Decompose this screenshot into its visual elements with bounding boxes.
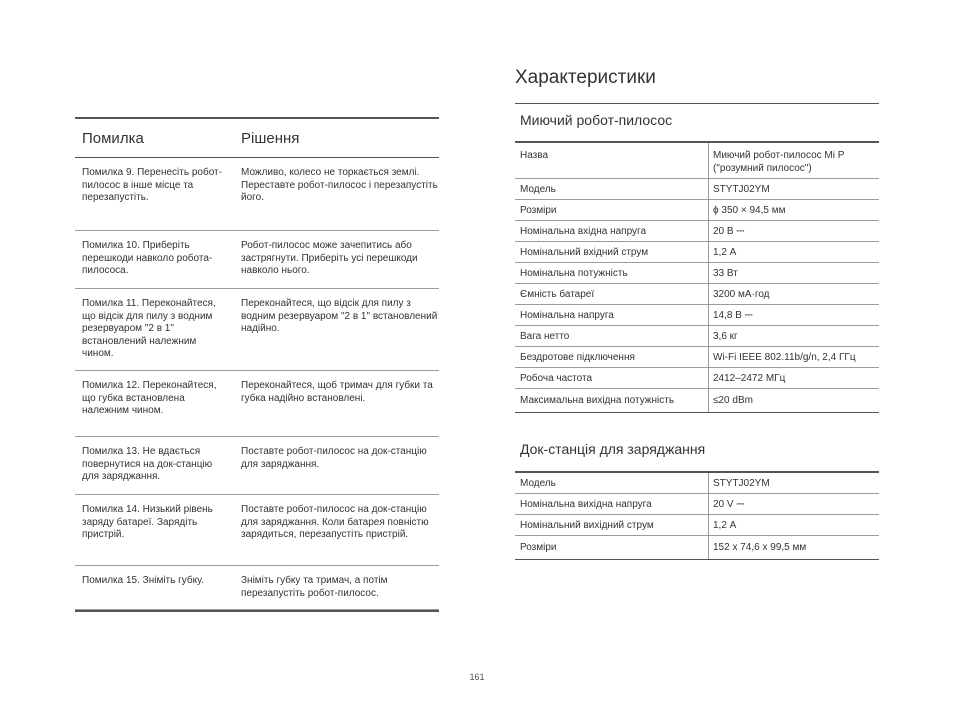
error-text: Помилка 14. Низький рівень заряду батареї. Зарядіть пристрій. (82, 504, 213, 541)
spec-row (515, 494, 879, 515)
table-row (75, 371, 439, 437)
spec-key: Максимальна вихідна потужність (515, 389, 709, 412)
spec-value: Wi-Fi IEEE 802.11b/g/n, 2,4 ГГц (713, 351, 856, 363)
page-title: Характеристики (515, 67, 656, 88)
error-text: Помилка 11. Переконайтеся, що відсік для пилу з водним резервуаром "2 в 1" встановлений належним чином. (82, 298, 216, 360)
spec-row (515, 221, 879, 242)
spec-row (515, 305, 879, 326)
spec-key: Номінальна напруга (515, 305, 709, 325)
spec-key: Назва (515, 143, 709, 178)
spec-value: STYTJ02YM (713, 183, 770, 195)
error-text: Помилка 12. Переконайтеся, що губка встановлена належним чином. (82, 380, 217, 417)
spec-row (515, 389, 879, 413)
spec-key: Розміри (515, 200, 709, 220)
spec-value: 1,2 А (713, 519, 737, 531)
solution-text: Поставте робот-пилосос на док-станцію для заряджання. (241, 446, 427, 470)
solution-text: Можливо, колесо не торкається землі. Переставте робот-пилосос і перезапустіть його. (241, 167, 438, 204)
spec-key: Номінальна вхідна напруга (515, 221, 709, 241)
spec-row (515, 536, 879, 560)
spec-value: STYTJ02YM (713, 477, 770, 489)
spec-key: Вага нетто (515, 326, 709, 346)
spec-row (515, 200, 879, 221)
spec-row (515, 473, 879, 494)
error-text: Помилка 10. Приберіть перешкоди навколо робота-пилососа. (82, 240, 213, 277)
spec-key: Розміри (515, 536, 709, 559)
spec-value: 2412–2472 МГц (713, 372, 786, 384)
spec-value: ϕ 350 × 94,5 мм (713, 204, 786, 216)
spec-row (515, 326, 879, 347)
solution-text: Поставте робот-пилосос на док-станцію для заряджання. Коли батарея повністю зарядиться, перезапустіть пристрій. (241, 504, 429, 541)
spec-key: Ємність батареї (515, 284, 709, 304)
header-solution: Рішення (241, 129, 300, 147)
spec-value: Миючий робот-пилосос Mi P ("розумний пилосос") (713, 150, 845, 174)
table-row (75, 158, 439, 231)
table-row (75, 566, 439, 610)
table-row (75, 437, 439, 495)
robot-spec-table (515, 141, 879, 413)
table-header (75, 119, 439, 158)
header-error: Помилка (82, 129, 144, 147)
spec-value: 152 x 74,6 x 99,5 мм (713, 542, 807, 553)
dock-section-heading: Док-станція для заряджання (520, 441, 706, 457)
spec-row (515, 263, 879, 284)
spec-row (515, 368, 879, 389)
spec-value: 14,8 В ⎓ (713, 309, 753, 321)
table-row (75, 231, 439, 289)
spec-row (515, 143, 879, 179)
solution-text: Робот-пилосос може зачепитись або застрягнути. Приберіть усі перешкоди навколо нього. (241, 240, 418, 277)
page-number: 161 (469, 672, 485, 682)
error-text: Помилка 15. Зніміть губку. (82, 575, 204, 586)
robot-section-heading: Миючий робот-пилосос (520, 112, 673, 128)
spec-key: Номінальна вихідна напруга (515, 494, 709, 514)
table-bottom-rule (75, 610, 439, 612)
spec-key: Модель (515, 473, 709, 493)
dock-spec-table (515, 471, 879, 560)
spec-value: 20 В ⎓ (713, 225, 745, 237)
spec-value: 20 V ⎓ (713, 498, 745, 510)
spec-value: 1,2 А (713, 246, 737, 258)
table-row (75, 289, 439, 371)
spec-value: 3200 мА·год (713, 288, 770, 300)
spec-row (515, 284, 879, 305)
error-text: Помилка 13. Не вдається повернутися на док-станцію для заряджання. (82, 446, 213, 483)
solution-text: Переконайтеся, щоб тримач для губки та губка надійно встановлені. (241, 380, 433, 404)
spec-key: Номінальний вихідний струм (515, 515, 709, 535)
solution-text: Зніміть губку та тримач, а потім перезапустіть робот-пилосос. (241, 575, 388, 599)
spec-row (515, 515, 879, 536)
table-row (75, 495, 439, 566)
spec-value: 33 Вт (713, 267, 738, 279)
spec-value: ≤20 dBm (713, 395, 753, 406)
spec-value: 3,6 кг (713, 330, 738, 342)
spec-key: Бездротове підключення (515, 347, 709, 367)
spec-row (515, 347, 879, 368)
spec-row (515, 242, 879, 263)
title-rule (515, 103, 879, 104)
error-text: Помилка 9. Перенесіть робот-пилосос в інше місце та перезапустіть. (82, 167, 222, 204)
spec-key: Номінальний вхідний струм (515, 242, 709, 262)
spec-key: Робоча частота (515, 368, 709, 388)
spec-key: Номінальна потужність (515, 263, 709, 283)
spec-row (515, 179, 879, 200)
solution-text: Переконайтеся, що відсік для пилу з водним резервуаром "2 в 1" встановлений надійно. (241, 298, 438, 335)
error-table (75, 117, 439, 612)
spec-key: Модель (515, 179, 709, 199)
